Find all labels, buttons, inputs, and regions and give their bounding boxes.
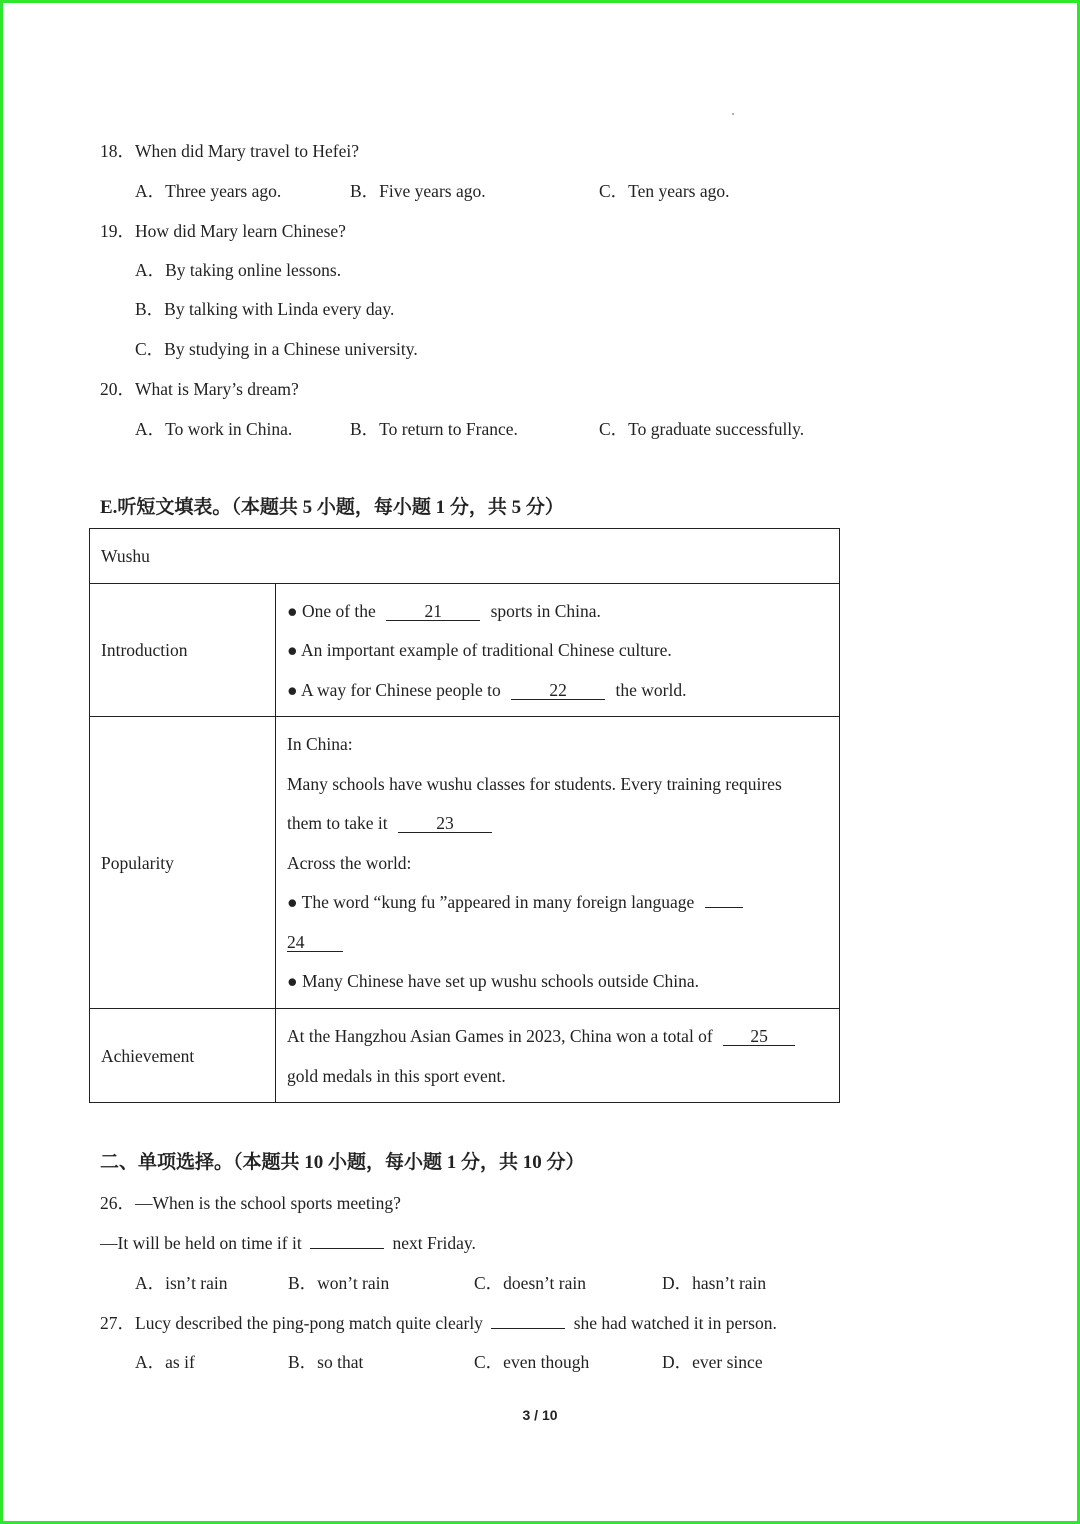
- option-a: A．as if: [135, 1352, 195, 1372]
- ach-line-2: gold medals in this sport event.: [287, 1066, 506, 1086]
- option-a: A．Three years ago.: [135, 181, 282, 201]
- section-e-title: E.听短文填表。（本题共 5 小题，每小题 1 分，共 5 分）: [100, 497, 564, 518]
- text: them to take it: [287, 813, 388, 833]
- question-number: 19．: [100, 221, 135, 241]
- option-a: A．By taking online lessons.: [135, 260, 342, 280]
- question-text: —When is the school sports meeting?: [135, 1193, 401, 1213]
- section-2-title: 二、单项选择。（本题共 10 小题，每小题 1 分，共 10 分）: [100, 1152, 585, 1173]
- question-number: 26．: [100, 1193, 135, 1213]
- question-text: Lucy described the ping-pong match quite clearly: [135, 1313, 483, 1333]
- speck: [732, 113, 734, 115]
- blank-21[interactable]: 21: [386, 602, 480, 621]
- option-a: A．To work in China.: [135, 419, 293, 439]
- blank-24[interactable]: 24: [287, 933, 343, 952]
- option-c: C．To graduate successfully.: [599, 419, 805, 439]
- blank-24-lead: [705, 907, 743, 908]
- answer-blank[interactable]: [310, 1248, 384, 1249]
- text: ● A way for Chinese people to: [287, 680, 501, 700]
- row-divider: [90, 583, 839, 584]
- pop-line-4: Across the world:: [287, 853, 412, 873]
- question-number: 18．: [100, 141, 135, 161]
- row-label-achievement: Achievement: [101, 1046, 195, 1066]
- option-b: B．won’t rain: [288, 1273, 390, 1293]
- question-text: What is Mary’s dream?: [135, 379, 299, 399]
- pop-line-1: In China:: [287, 734, 353, 754]
- question-20: [100, 378, 299, 400]
- blank-22[interactable]: 22: [511, 681, 605, 700]
- blank-25[interactable]: 25: [723, 1027, 795, 1046]
- text: ● The word “kung fu ”appeared in many foreign language: [287, 892, 695, 912]
- question-number: 20．: [100, 379, 135, 399]
- row-label-introduction: Introduction: [101, 640, 188, 660]
- pop-line-6: [287, 931, 343, 953]
- text: next Friday.: [392, 1233, 476, 1253]
- text: the world.: [615, 680, 687, 700]
- option-d: D．hasn’t rain: [662, 1273, 767, 1293]
- question-number: 27．: [100, 1313, 135, 1333]
- ach-line-1: [287, 1025, 795, 1047]
- option-b: B．Five years ago.: [350, 181, 486, 201]
- question-text: How did Mary learn Chinese?: [135, 221, 346, 241]
- intro-line-1: [287, 600, 601, 622]
- question-27: [100, 1312, 777, 1334]
- question-26: [100, 1192, 401, 1214]
- option-c: C．doesn’t rain: [474, 1273, 586, 1293]
- option-c: C．even though: [474, 1352, 590, 1372]
- text: At the Hangzhou Asian Games in 2023, China won a total of: [287, 1026, 713, 1046]
- blank-23[interactable]: 23: [398, 814, 492, 833]
- option-d: D．ever since: [662, 1352, 763, 1372]
- text: —It will be held on time if it: [100, 1233, 302, 1253]
- pop-line-3: [287, 812, 492, 834]
- question-18: [100, 140, 359, 162]
- option-c: C．By studying in a Chinese university.: [135, 339, 418, 359]
- column-divider: [275, 583, 276, 1102]
- pop-line-5: [287, 891, 743, 913]
- row-label-popularity: Popularity: [101, 853, 174, 873]
- intro-line-2: ● An important example of traditional Chinese culture.: [287, 640, 672, 660]
- pop-line-2: Many schools have wushu classes for students. Every training requires: [287, 774, 782, 794]
- option-b: B．By talking with Linda every day.: [135, 299, 395, 319]
- question-text: she had watched it in person.: [573, 1313, 777, 1333]
- pop-line-7: ● Many Chinese have set up wushu schools outside China.: [287, 971, 700, 991]
- option-b: B．so that: [288, 1352, 364, 1372]
- intro-line-3: [287, 679, 686, 701]
- wushu-table: [89, 528, 840, 1103]
- question-19: [100, 220, 346, 242]
- table-header: Wushu: [101, 546, 150, 566]
- row-divider: [90, 716, 839, 717]
- page-number: 3 / 10: [522, 1407, 558, 1423]
- option-a: A．isn’t rain: [135, 1273, 228, 1293]
- text: ● One of the: [287, 601, 376, 621]
- question-text: When did Mary travel to Hefei?: [135, 141, 360, 161]
- text: sports in China.: [490, 601, 601, 621]
- answer-blank[interactable]: [491, 1328, 565, 1329]
- question-26-line-2: [100, 1232, 476, 1254]
- option-b: B．To return to France.: [350, 419, 518, 439]
- row-divider: [90, 1008, 839, 1009]
- option-c: C．Ten years ago.: [599, 181, 730, 201]
